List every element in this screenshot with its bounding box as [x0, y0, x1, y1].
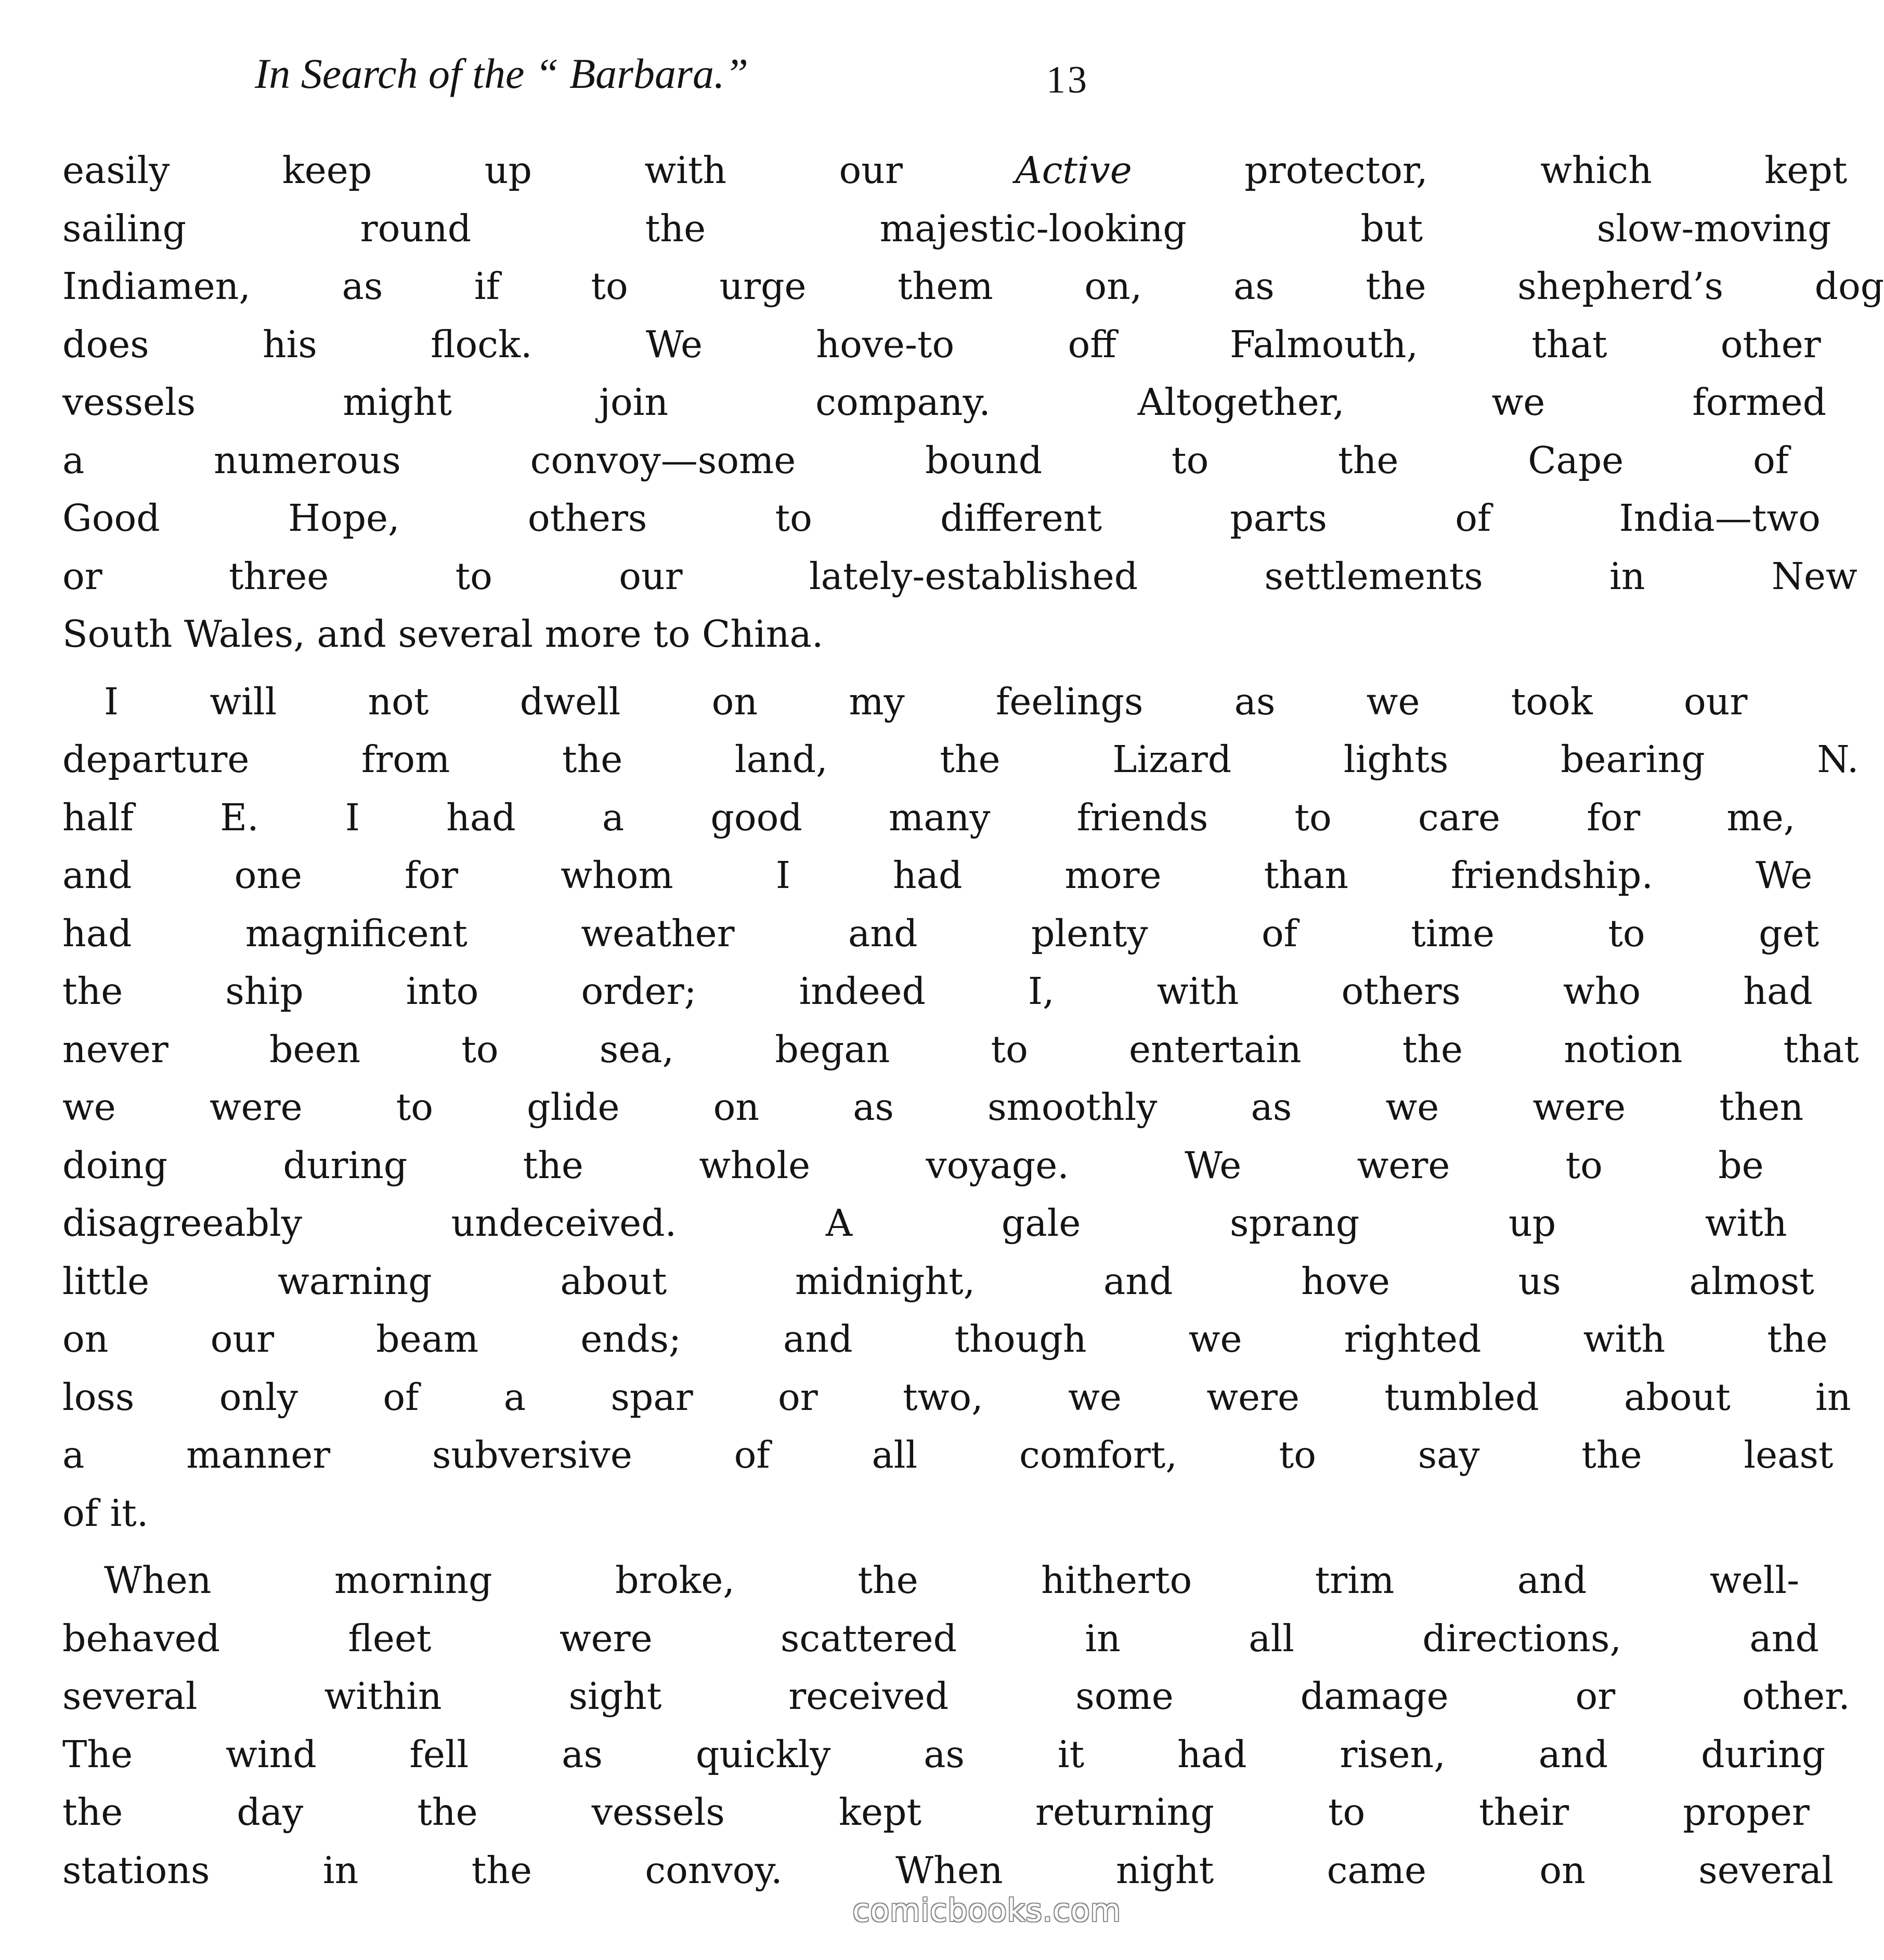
text-line [62, 1252, 1814, 1311]
text-run: loss only of a spar or two, we were tumbled about in [62, 1375, 1851, 1419]
text-line [62, 1078, 1804, 1136]
text-line [62, 1551, 1800, 1610]
text-line [62, 673, 1748, 731]
text-run: protector, which kept [1132, 149, 1848, 192]
text-line [62, 257, 1884, 316]
text-line [62, 316, 1821, 374]
text-line [62, 1484, 1089, 1543]
text-line [62, 141, 1848, 200]
text-run: disagreeably undeceived. A gale sprang up with [62, 1201, 1787, 1245]
text-run: sailing round the majestic-looking but slow-moving [62, 206, 1831, 250]
text-run: vessels might join company. Altogether, we formed [62, 381, 1827, 424]
text-run: departure from the land, the Lizard lights bearing N. [62, 738, 1859, 781]
text-run: half E. I had a good many friends to care for me, [62, 795, 1796, 839]
text-run: or three to our lately-established settlements in New [62, 554, 1857, 598]
text-run: had magnificent weather and plenty of time to get [62, 911, 1820, 955]
text-run: When morning broke, the hitherto trim and well- [104, 1559, 1800, 1602]
text-run: never been to sea, began to entertain the notion that [62, 1027, 1859, 1071]
text-run: behaved fleet were scattered in all directions, and [62, 1616, 1819, 1660]
text-run: we were to glide on as smoothly as we were then [62, 1086, 1804, 1129]
text-line [62, 605, 1089, 663]
running-head-title: In Search of the “ Barbara.” [255, 50, 749, 97]
italic-text: Active [1015, 149, 1132, 192]
text-run: Indiamen, as if to urge them on, as the shepherd’s dog [62, 265, 1884, 308]
text-run: does his flock. We hove-to off Falmouth, that other [62, 322, 1821, 366]
text-line [62, 789, 1796, 847]
text-line [62, 1021, 1859, 1079]
text-line [62, 200, 1831, 258]
paragraph [62, 141, 1884, 663]
text-run: of it. [62, 1491, 149, 1535]
text-line [62, 432, 1789, 490]
text-line [62, 1136, 1764, 1195]
text-run: stations in the convoy. When night came on several [62, 1848, 1834, 1892]
text-run: the ship into order; indeed I, with others who had [62, 970, 1813, 1013]
text-line [62, 1194, 1787, 1252]
text-run: doing during the whole voyage. We were to be [62, 1143, 1764, 1187]
text-line [62, 547, 1857, 606]
text-line [62, 373, 1827, 432]
text-line [62, 730, 1859, 789]
text-line [62, 846, 1813, 905]
text-run: and one for whom I had more than friendship. We [62, 854, 1813, 897]
text-line [62, 1726, 1826, 1784]
text-run: South Wales, and several more to China. [62, 612, 824, 656]
text-line [62, 1783, 1810, 1841]
text-run: a manner subversive of all comfort, to say the least [62, 1433, 1834, 1476]
page-number: 13 [1046, 59, 1089, 101]
text-line [62, 1841, 1834, 1900]
text-line [62, 1368, 1851, 1427]
text-run: several within sight received some damage or other. [62, 1675, 1850, 1718]
text-run: little warning about midnight, and hove us almost [62, 1259, 1814, 1303]
watermark-text: comicbooks.com [852, 1892, 1121, 1929]
text-line [62, 1426, 1834, 1484]
text-line [62, 962, 1813, 1021]
body-text [62, 141, 1884, 1899]
text-run: on our beam ends; and though we righted with the [62, 1317, 1828, 1361]
text-run: Good Hope, others to different parts of India—two [62, 496, 1821, 540]
text-run: The wind fell as quickly as it had risen, and during [62, 1732, 1826, 1776]
text-run: easily keep up with our [62, 149, 1016, 192]
text-line [62, 1667, 1850, 1726]
text-run: the day the vessels kept returning to their proper [62, 1791, 1810, 1834]
text-line [62, 1310, 1828, 1368]
paragraph [62, 1551, 1850, 1899]
text-line [62, 489, 1821, 547]
paragraph [62, 673, 1859, 1543]
text-run: I will not dwell on my feelings as we took our [104, 680, 1748, 723]
text-run: a numerous convoy—some bound to the Cape of [62, 438, 1789, 482]
text-line [62, 1610, 1819, 1668]
text-line [62, 905, 1820, 963]
